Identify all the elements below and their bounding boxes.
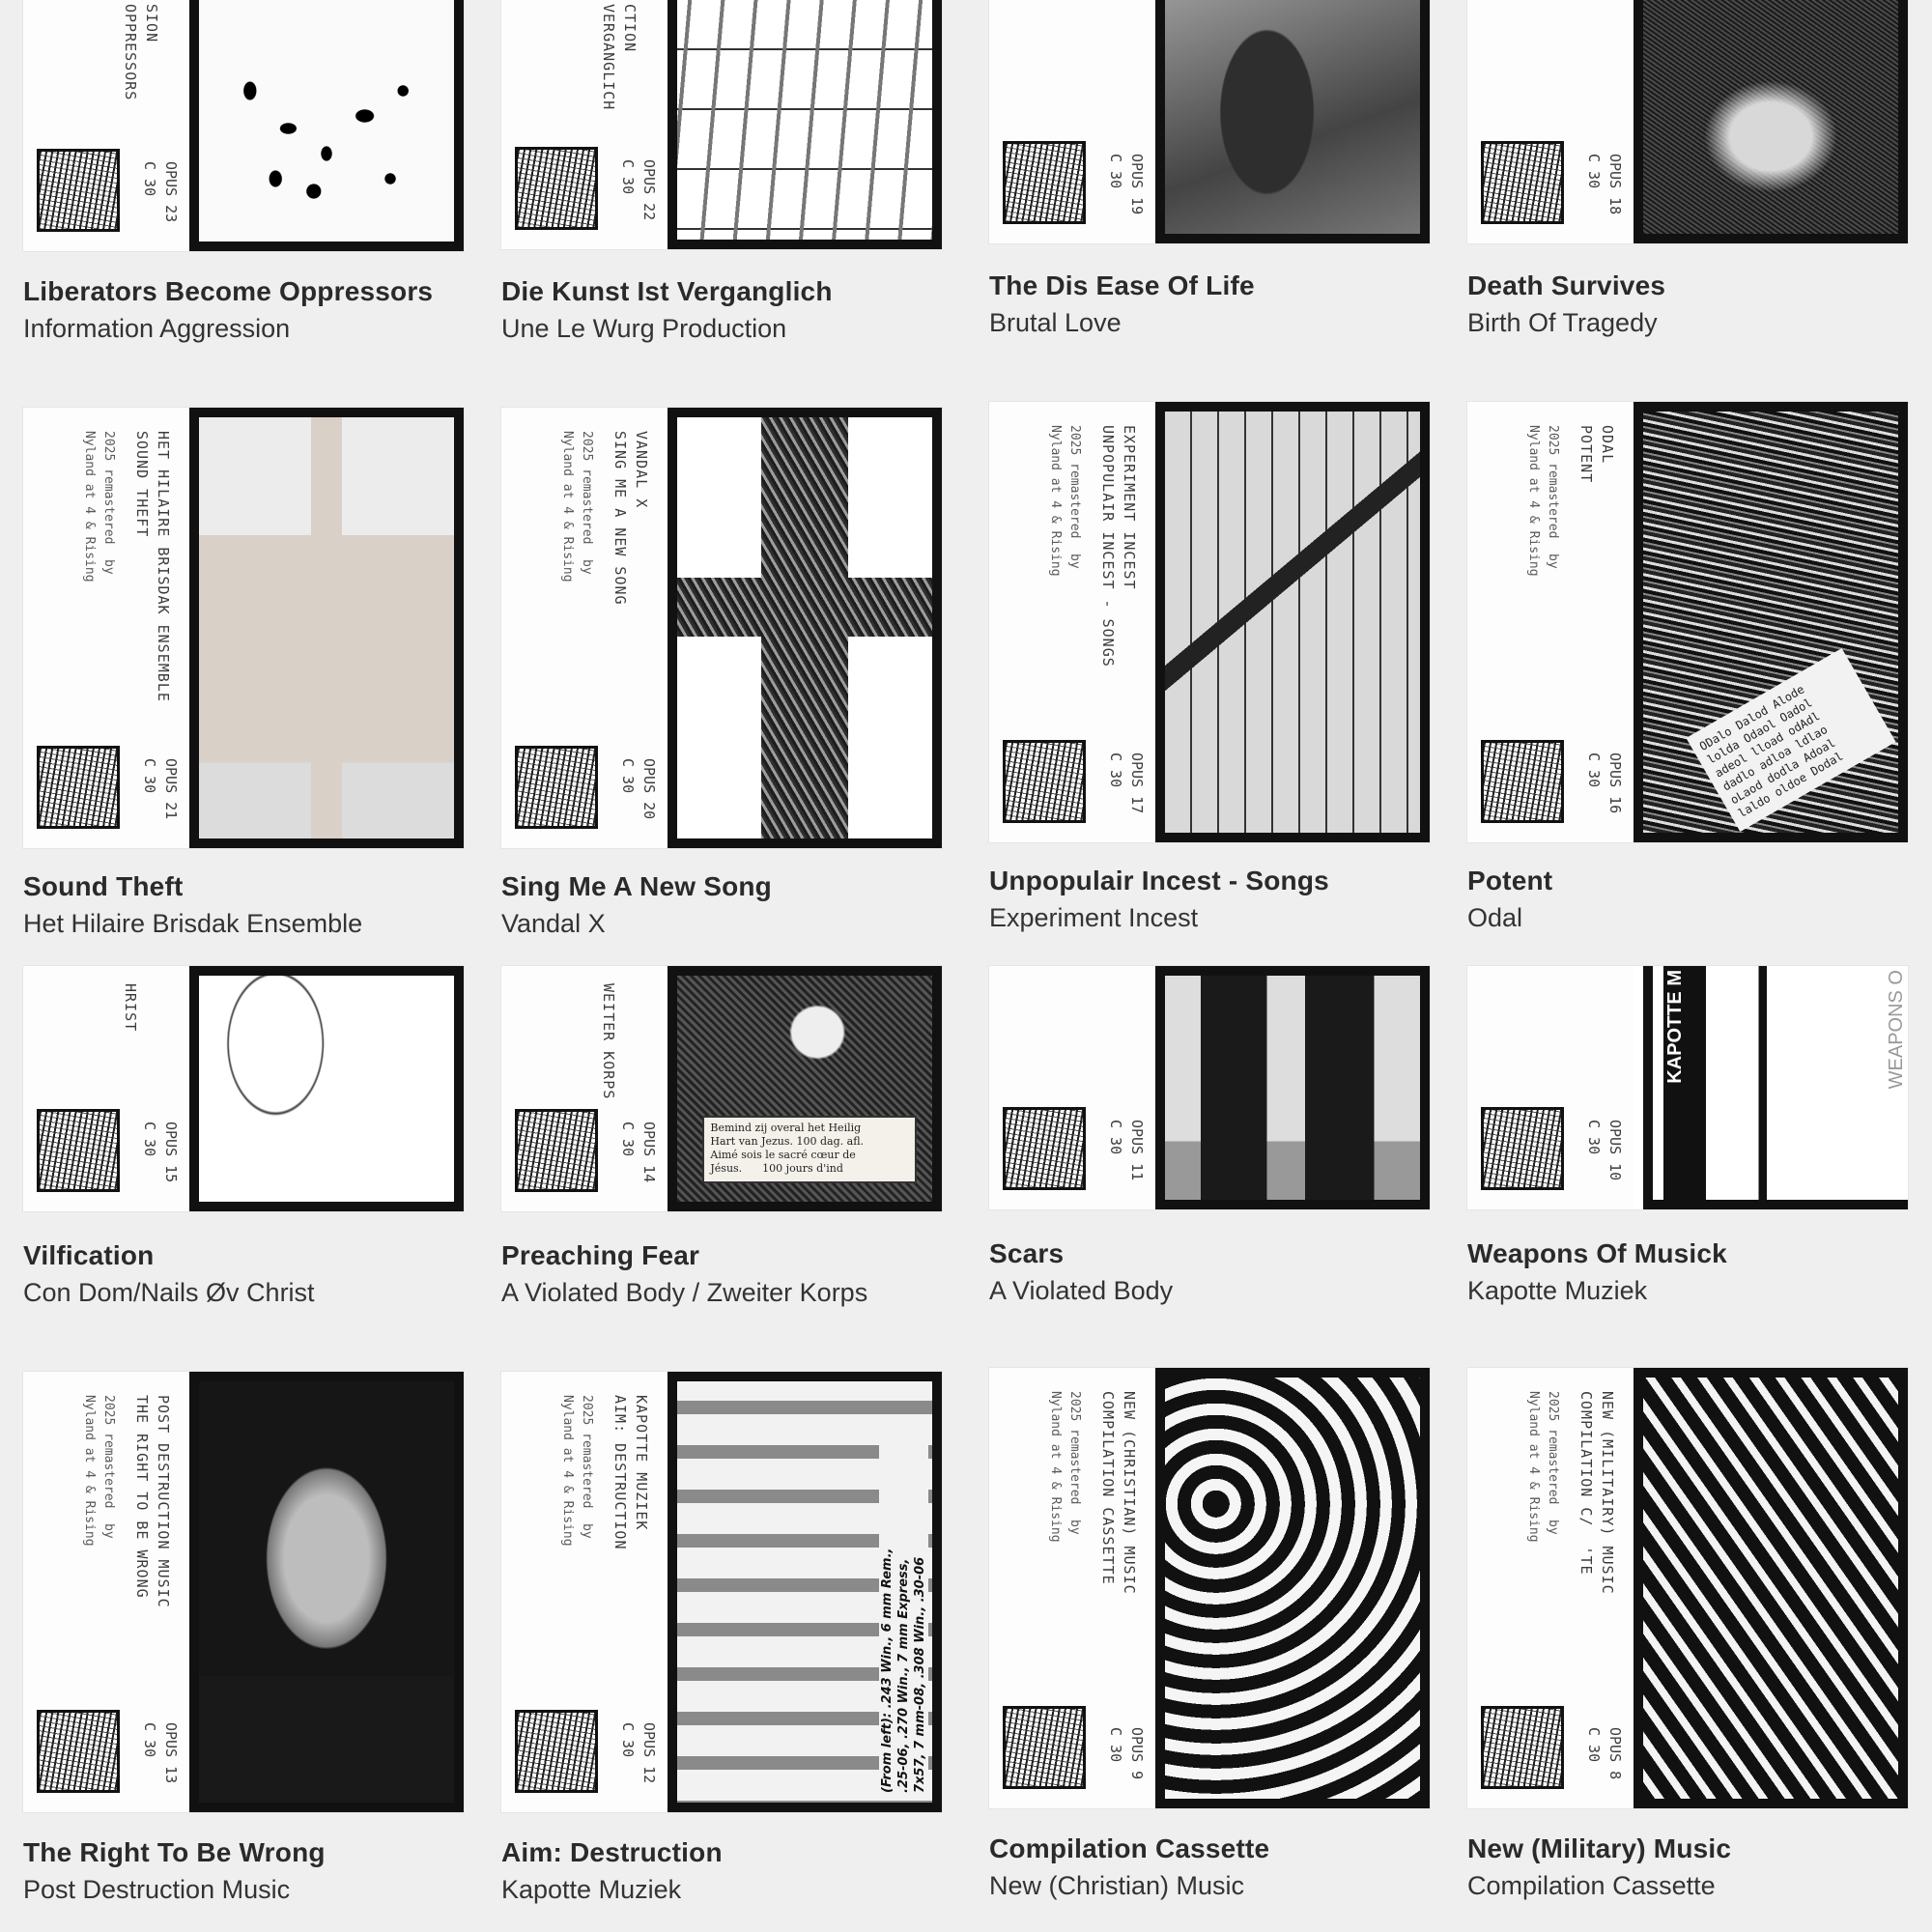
spine-text: EXPERIMENT INCEST UNPOPULAIR INCEST - SONGS <box>1099 425 1138 668</box>
release-artist[interactable]: Post Destruction Music <box>23 1875 291 1904</box>
release-artist[interactable]: A Violated Body <box>989 1276 1174 1305</box>
cassette-spine <box>1467 0 1634 243</box>
release-title[interactable]: Scars <box>989 1238 1065 1268</box>
potent-sticker: ODalo Dalod Alode lolda Odaol Oadol adeol lload odAdl dadlo adloa ldlao oLaod dodla Adoal laldo oldoe Dodal <box>1686 648 1895 832</box>
label-logo-icon <box>1003 1706 1086 1789</box>
label-logo-icon <box>515 1710 598 1793</box>
remaster-credit: 2025 remastered by Nyland at 4 & Rising <box>1048 425 1082 577</box>
release-artist[interactable]: Brutal Love <box>989 308 1122 337</box>
spine-text: WEITER KORPS <box>600 983 617 1100</box>
opus-number: OPUS 8 C 30 <box>1585 1726 1624 1779</box>
opus-number: OPUS 11 C 30 <box>1107 1119 1146 1180</box>
cover-art[interactable] <box>1467 0 1908 243</box>
remaster-credit: 2025 remastered by Nyland at 4 & Rising <box>1526 1391 1560 1543</box>
label-logo-icon <box>37 746 120 829</box>
opus-number: OPUS 23 C 30 <box>141 160 180 222</box>
opus-number: OPUS 14 C 30 <box>619 1121 658 1182</box>
cassette-spine <box>501 0 668 249</box>
artwork <box>668 966 942 1211</box>
opus-number: OPUS 22 C 30 <box>619 158 658 220</box>
release-title[interactable]: Aim: Destruction <box>501 1837 723 1867</box>
opus-number: OPUS 21 C 30 <box>141 757 180 819</box>
cassette-spine <box>989 966 1155 1209</box>
release-artist[interactable]: Vandal X <box>501 909 606 938</box>
artwork <box>668 1372 942 1812</box>
artwork <box>1155 402 1430 842</box>
cassette-spine <box>989 402 1155 842</box>
cover-art[interactable] <box>1467 966 1908 1209</box>
opus-number: OPUS 10 C 30 <box>1585 1119 1624 1180</box>
release-title[interactable]: New (Military) Music <box>1467 1833 1732 1863</box>
label-logo-icon <box>37 1710 120 1793</box>
opus-number: OPUS 16 C 30 <box>1585 752 1624 813</box>
cassette-spine <box>989 1368 1155 1808</box>
release-artist[interactable]: New (Christian) Music <box>989 1871 1245 1900</box>
release-title[interactable]: The Right To Be Wrong <box>23 1837 326 1867</box>
artwork <box>189 1372 464 1812</box>
release-title[interactable]: Unpopulair Incest - Songs <box>989 866 1329 895</box>
release-artist[interactable]: Odal <box>1467 903 1523 932</box>
cover-art[interactable] <box>989 402 1430 842</box>
label-logo-icon <box>515 1109 598 1192</box>
opus-number: OPUS 20 C 30 <box>619 757 658 819</box>
artwork <box>1155 0 1430 243</box>
label-logo-icon <box>1481 1706 1564 1789</box>
cover-art[interactable] <box>1467 1368 1908 1808</box>
opus-number: OPUS 18 C 30 <box>1585 153 1624 214</box>
cover-art[interactable] <box>23 1372 464 1812</box>
remaster-credit: 2025 remastered by Nyland at 4 & Rising <box>82 431 116 582</box>
opus-number: OPUS 12 C 30 <box>619 1721 658 1783</box>
release-artist[interactable]: Information Aggression <box>23 314 291 343</box>
release-artist[interactable]: A Violated Body / Zweiter Korps <box>501 1278 868 1307</box>
release-title[interactable]: The Dis Ease Of Life <box>989 270 1255 300</box>
release-title[interactable]: Sound Theft <box>23 871 184 901</box>
artwork <box>668 0 942 249</box>
label-logo-icon <box>1003 141 1086 224</box>
release-artist[interactable]: Une Le Wurg Production <box>501 314 787 343</box>
label-logo-icon <box>515 147 598 230</box>
cross-shape-bottom <box>677 637 932 838</box>
cover-art[interactable] <box>501 408 942 848</box>
remaster-credit: 2025 remastered by Nyland at 4 & Rising <box>1048 1391 1082 1543</box>
artwork <box>189 0 464 251</box>
cassette-spine <box>1467 966 1634 1209</box>
spine-text: KAPOTTE MUZIEK AIM: DESTRUCTION <box>611 1395 650 1550</box>
spine-text: SION OPPRESSORS <box>122 4 160 101</box>
cover-art[interactable] <box>23 0 464 251</box>
cover-art[interactable] <box>989 966 1430 1209</box>
label-logo-icon <box>515 746 598 829</box>
label-logo-icon <box>1003 1107 1086 1190</box>
cross-shape-top <box>677 417 932 578</box>
cassette-spine <box>501 1372 668 1812</box>
remaster-credit: 2025 remastered by Nyland at 4 & Rising <box>560 431 594 582</box>
release-title[interactable]: Compilation Cassette <box>989 1833 1270 1863</box>
cassette-spine <box>989 0 1155 243</box>
weapons-side-text: WEAPONS O <box>1886 970 1907 1090</box>
release-artist[interactable]: Kapotte Muziek <box>501 1875 682 1904</box>
cover-art[interactable] <box>501 966 942 1211</box>
cassette-spine <box>23 966 189 1211</box>
artwork <box>668 408 942 848</box>
remaster-credit: 2025 remastered by Nyland at 4 & Rising <box>82 1395 116 1547</box>
cassette-spine <box>501 966 668 1211</box>
cassette-spine <box>1467 402 1634 842</box>
cover-art[interactable] <box>23 408 464 848</box>
release-title[interactable]: Weapons Of Musick <box>1467 1238 1727 1268</box>
artwork <box>1155 1368 1430 1808</box>
artwork <box>189 408 464 848</box>
remaster-credit: 2025 remastered by Nyland at 4 & Rising <box>560 1395 594 1547</box>
release-artist[interactable]: Birth Of Tragedy <box>1467 308 1658 337</box>
release-title[interactable]: Potent <box>1467 866 1553 895</box>
label-logo-icon <box>37 1109 120 1192</box>
label-logo-icon <box>1481 740 1564 823</box>
artwork <box>1634 402 1908 842</box>
cassette-spine <box>23 408 189 848</box>
label-logo-icon <box>1481 1107 1564 1190</box>
cover-art[interactable] <box>23 966 464 1211</box>
spine-text: VANDAL X SING ME A NEW SONG <box>611 431 650 606</box>
label-logo-icon <box>37 149 120 232</box>
cassette-spine <box>1467 1368 1634 1808</box>
label-logo-icon <box>1481 141 1564 224</box>
spine-text: CTION VERGANGLICH <box>600 4 639 111</box>
opus-number: OPUS 13 C 30 <box>141 1721 180 1783</box>
cassette-spine <box>501 408 668 848</box>
spine-text: ODAL POTENT <box>1577 425 1616 484</box>
artwork <box>189 966 464 1211</box>
cover-art[interactable] <box>501 0 942 249</box>
release-title[interactable]: Vilfication <box>23 1240 155 1270</box>
release-artist[interactable]: Het Hilaire Brisdak Ensemble <box>23 909 363 938</box>
cassette-spine <box>23 1372 189 1812</box>
release-title[interactable]: Preaching Fear <box>501 1240 700 1270</box>
opus-number: OPUS 15 C 30 <box>141 1121 180 1182</box>
cover-art[interactable] <box>989 1368 1430 1808</box>
release-title[interactable]: Sing Me A New Song <box>501 871 772 901</box>
release-artist[interactable]: Con Dom/Nails Øv Christ <box>23 1278 315 1307</box>
release-title[interactable]: Die Kunst Ist Verganglich <box>501 276 833 306</box>
spine-text: POST DESTRUCTION MUSIC THE RIGHT TO BE WRONG <box>133 1395 172 1608</box>
opus-number: OPUS 9 C 30 <box>1107 1726 1146 1779</box>
bullets-caption: (From left): .243 Win., 6 mm Rem., .25-06, .270 Win., 7 mm Express, 7x57, 7 mm-08, .308 Win., .30-06 <box>879 1439 928 1793</box>
opus-number: OPUS 17 C 30 <box>1107 752 1146 813</box>
release-artist[interactable]: Experiment Incest <box>989 903 1199 932</box>
cover-art[interactable] <box>501 1372 942 1812</box>
spine-text: HRIST <box>122 983 139 1033</box>
prayer-card-label: Bemind zij overal het Heilig Hart van Jezus. 100 dag. afl. Aimé sois le sacré cœur de Jésus. 100 jours d'ind <box>702 1116 917 1183</box>
artwork <box>1634 0 1908 243</box>
release-title[interactable]: Liberators Become Oppressors <box>23 276 434 306</box>
release-title[interactable]: Death Survives <box>1467 270 1666 300</box>
artwork <box>1155 966 1430 1209</box>
release-artist[interactable]: Compilation Cassette <box>1467 1871 1716 1900</box>
kapotte-side-text: KAPOTTE M <box>1664 970 1686 1084</box>
cover-art[interactable] <box>1467 402 1908 842</box>
cassette-spine <box>23 0 189 251</box>
opus-number: OPUS 19 C 30 <box>1107 153 1146 214</box>
artwork <box>1634 966 1908 1209</box>
release-artist[interactable]: Kapotte Muziek <box>1467 1276 1648 1305</box>
spine-text: HET HILAIRE BRISDAK ENSEMBLE SOUND THEFT <box>133 431 172 702</box>
artwork <box>1634 1368 1908 1808</box>
label-logo-icon <box>1003 740 1086 823</box>
spine-text: NEW (MILITAIRY) MUSIC COMPILATION C/ 'TE <box>1577 1391 1616 1595</box>
cover-art[interactable] <box>989 0 1430 243</box>
spine-text: NEW (CHRISTIAN) MUSIC COMPILATION CASSETTE <box>1099 1391 1138 1595</box>
remaster-credit: 2025 remastered by Nyland at 4 & Rising <box>1526 425 1560 577</box>
